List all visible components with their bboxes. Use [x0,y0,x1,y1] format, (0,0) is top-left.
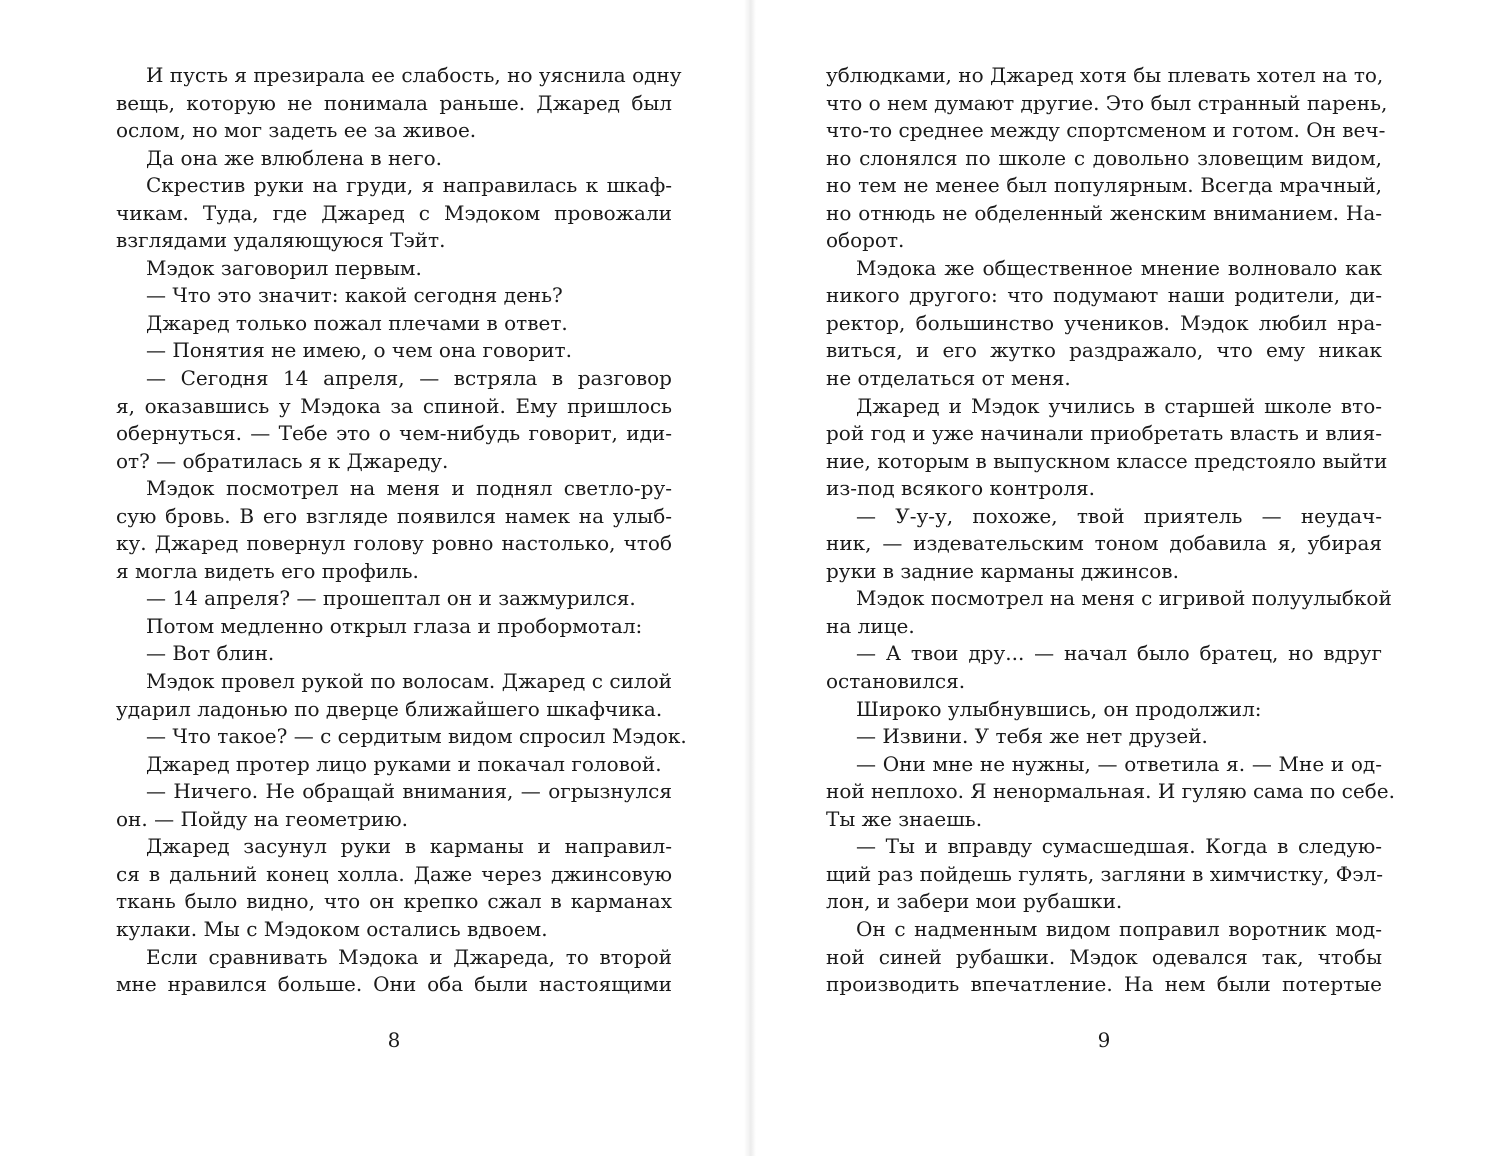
text-line: ку. Джаред повернул голову ровно настолько, чтоб [116,531,672,556]
text-line: взглядами удаляющуюся Тэйт. [116,228,446,253]
text-line: что-то среднее между спортсменом и готом. Он веч- [826,118,1386,143]
text-line: оборот. [826,228,905,253]
text-line: — 14 апреля? — прошептал он и зажмурился. [146,586,636,611]
text-line: — Извини. У тебя же нет друзей. [856,724,1208,749]
text-line: Скрестив руки на груди, я направилась к шкаф- [146,173,672,198]
text-line: Если сравнивать Мэдока и Джареда, то второй [146,944,672,969]
text-line: Джаред и Мэдок учились в старшей школе вто- [856,393,1382,418]
text-line: — Вот блин. [146,641,275,666]
text-line: рой год и уже начинали приобретать власть и влия- [826,421,1382,446]
text-line: Мэдок провел рукой по волосам. Джаред с силой [146,669,672,694]
right-page-number: 9 [1097,1028,1111,1052]
text-line: Мэдок посмотрел на меня с игривой полуулыбкой [856,586,1392,611]
text-line: кулаки. Мы с Мэдоком остались вдвоем. [116,916,548,941]
text-line: ник, — издевательским тоном добавила я, убирая [826,531,1382,556]
text-line: мне нравился больше. Они оба были настоящими [116,972,672,997]
left-page-text [116,62,687,999]
text-line: — Что это значит: какой сегодня день? [146,283,563,308]
text-line: я, оказавшись у Мэдока за спиной. Ему пришлось [116,393,672,418]
text-line: щий раз пойдешь гулять, загляни в химчистку, Фэл- [826,861,1384,886]
text-line: ся в дальний конец холла. Даже через джинсовую [116,861,672,886]
text-line: И пусть я презирала ее слабость, но уяснила одну [146,63,682,87]
text-line: что о нем думают другие. Это был странный парень, [826,90,1388,115]
text-line: производить впечатление. На нем были потертые [826,972,1382,997]
text-line: Он с надменным видом поправил воротник мод- [856,916,1382,941]
text-line: Ты же знаешь. [826,806,983,831]
left-page [116,62,687,999]
text-line: — У-у-у, похоже, твой приятель — неудач- [856,503,1382,528]
text-line: вещь, которую не понимала раньше. Джаред был [116,90,672,115]
text-line: на лице. [826,613,915,638]
text-line: виться, и его жутко раздражало, что ему никак [826,338,1382,363]
text-line: но слонялся по школе с довольно зловещим видом, [826,145,1382,170]
text-line: ткань было видно, что он крепко сжал в карманах [116,889,672,914]
text-line: ректор, большинство учеников. Мэдок любил нра- [826,310,1382,335]
text-line: — Понятия не имею, о чем она говорит. [146,338,572,363]
text-line: ударил ладонью по дверце ближайшего шкафчика. [116,696,663,721]
text-line: Мэдока же общественное мнение волновало как [856,255,1382,280]
text-line: остановился. [826,669,966,694]
right-page-text [826,62,1395,999]
text-line: Джаред протер лицо руками и покачал головой. [146,751,662,776]
text-line: но отнюдь не обделенный женским вниманием. На- [826,200,1382,225]
text-line: Джаред засунул руки в карманы и направил- [146,834,672,859]
text-line: Широко улыбнувшись, он продолжил: [856,696,1262,721]
text-line: — Что такое? — с сердитым видом спросил Мэдок. [146,724,687,749]
text-line: Мэдок заговорил первым. [146,255,422,280]
text-line: чикам. Туда, где Джаред с Мэдоком провожали [116,200,672,225]
text-line: ние, которым в выпускном классе предстояло выйти [826,448,1388,473]
text-line: — Ничего. Не обращай внимания, — огрызнулся [146,779,672,804]
text-line: из-под всякого контроля. [826,476,1095,501]
text-line: не отделаться от меня. [826,366,1071,391]
text-line: но тем не менее был популярным. Всегда мрачный, [826,173,1382,198]
text-line: руки в задние карманы джинсов. [826,558,1179,583]
text-line: ублюдками, но Джаред хотя бы плевать хотел на то, [826,63,1384,87]
text-line: Мэдок посмотрел на меня и поднял светло-ру- [146,476,672,501]
text-line: — Сегодня 14 апреля, — встряла в разговор [146,366,672,391]
text-line: Да она же влюблена в него. [146,145,443,170]
text-line: лон, и забери мои рубашки. [826,889,1123,914]
text-line: ной синей рубашки. Мэдок одевался так, чтобы [826,944,1382,969]
text-line: ослом, но мог задеть ее за живое. [116,118,477,143]
text-line: ной неплохо. Я ненормальная. И гуляю сама по себе. [826,779,1395,804]
right-page [826,62,1395,999]
text-line: никого другого: что подумают наши родители, ди- [826,283,1382,308]
text-line: — А твои дру... — начал было братец, но вдруг [856,641,1382,666]
text-line: Джаред только пожал плечами в ответ. [146,310,568,335]
text-line: — Ты и вправду сумасшедшая. Когда в следую- [856,834,1382,859]
left-page-number: 8 [387,1028,401,1052]
text-line: Потом медленно открыл глаза и пробормотал: [146,613,643,638]
text-line: обернуться. — Тебе это о чем-нибудь говорит, иди- [116,421,672,446]
text-line: я могла видеть его профиль. [116,558,419,583]
text-line: он. — Пойду на геометрию. [116,806,409,831]
text-line: от? — обратилась я к Джареду. [116,448,449,473]
text-line: сую бровь. В его взгляде появился намек на улыб- [116,503,672,528]
book-gutter [744,0,756,1156]
text-line: — Они мне не нужны, — ответила я. — Мне и од- [856,751,1382,776]
